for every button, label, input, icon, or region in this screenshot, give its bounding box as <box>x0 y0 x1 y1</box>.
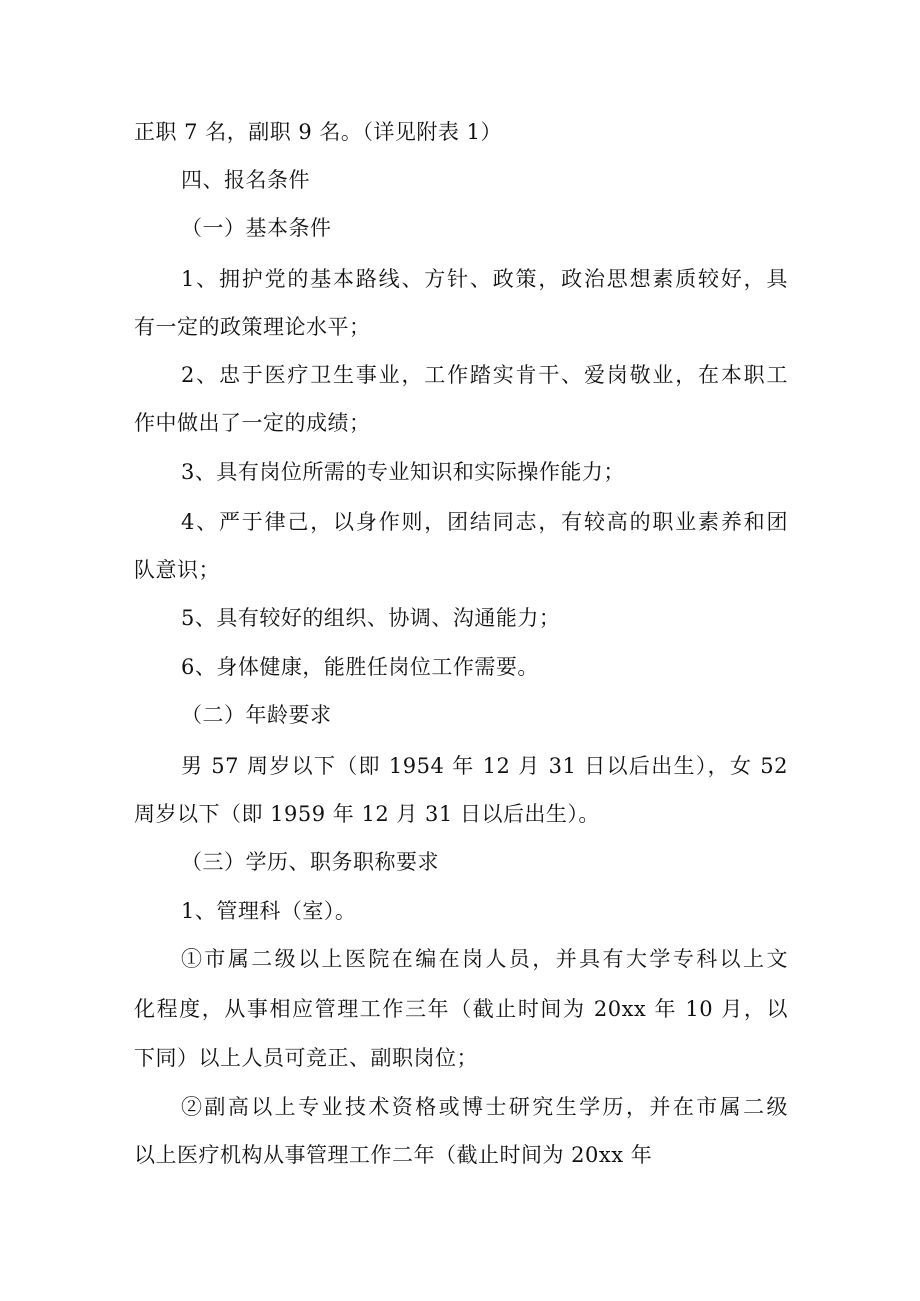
text-line-17: 1、管理科（室）。 <box>181 899 357 923</box>
section-heading-4: 四、报名条件 <box>181 168 310 192</box>
text-line-21: ②副高以上专业技术资格或博士研究生学历，并在市属二级 <box>181 1095 788 1119</box>
text-line-1: 正职 7 名，副职 9 名。（详见附表 1） <box>134 120 502 144</box>
text-line-20: 下同）以上人员可竞正、副职岗位； <box>134 1046 478 1070</box>
text-line-4: 1、拥护党的基本路线、方针、政策，政治思想素质较好，具 <box>181 267 788 291</box>
text-line-22: 以上医疗机构从事管理工作二年（截止时间为 20xx 年 <box>134 1143 653 1167</box>
subsection-heading-1: （一）基本条件 <box>181 216 332 240</box>
text-line-12: 6、身体健康，能胜任岗位工作需要。 <box>181 655 539 679</box>
text-line-19: 化程度，从事相应管理工作三年（截止时间为 20xx 年 10 月，以 <box>134 997 788 1021</box>
subsection-heading-2: （二）年龄要求 <box>181 703 332 727</box>
text-line-14: 男 57 周岁以下（即 1954 年 12 月 31 日以后出生），女 52 <box>181 754 788 778</box>
text-line-10: 队意识； <box>134 558 220 582</box>
text-line-9: 4、严于律己，以身作则，团结同志，有较高的职业素养和团 <box>181 510 788 534</box>
text-line-7: 作中做出了一定的成绩； <box>134 411 371 435</box>
text-line-18: ①市属二级以上医院在编在岗人员，并具有大学专科以上文 <box>181 947 788 971</box>
text-line-11: 5、具有较好的组织、协调、沟通能力； <box>181 606 561 630</box>
text-line-5: 有一定的政策理论水平； <box>134 315 371 339</box>
text-line-6: 2、忠于医疗卫生事业，工作踏实肯干、爱岗敬业，在本职工 <box>181 363 788 387</box>
subsection-heading-3: （三）学历、职务职称要求 <box>181 850 439 874</box>
text-line-8: 3、具有岗位所需的专业知识和实际操作能力； <box>181 460 625 484</box>
text-line-15: 周岁以下（即 1959 年 12 月 31 日以后出生）。 <box>134 802 600 826</box>
